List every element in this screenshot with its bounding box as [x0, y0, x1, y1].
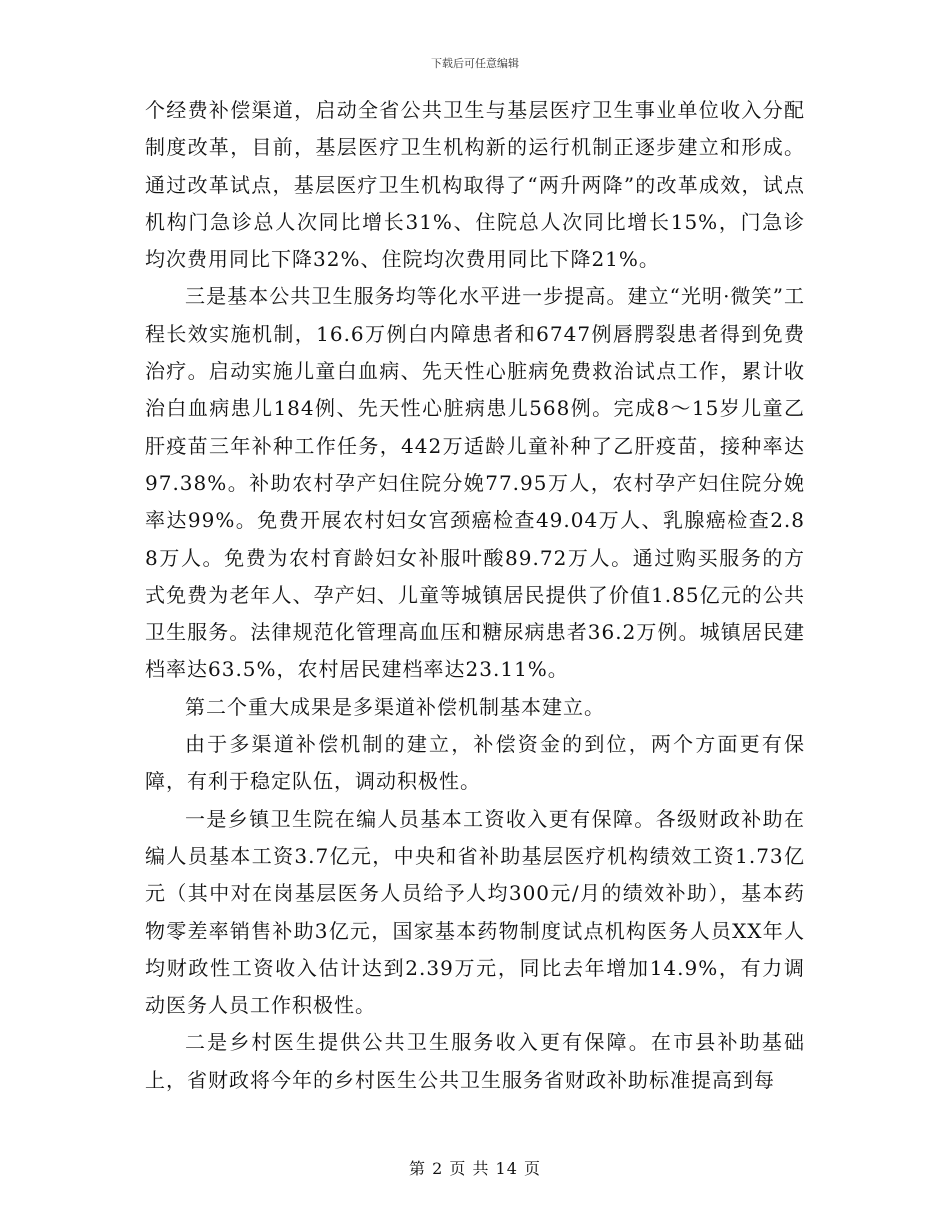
document-body: [145, 92, 805, 1099]
paragraph-3: 第二个重大成果是多渠道补偿机制基本建立。: [185, 694, 605, 719]
paragraph-1: 个经费补偿渠道，启动全省公共卫生与基层医疗卫生事业单位收入分配制度改革，目前，基层医疗卫生机构新的运行机制正逐步建立和形成。通过改革试点，基层医疗卫生机构取得了“两升两降”的改革成效，试点机构门急诊总人次同比增长31%、住院总人次同比增长15%，门急诊均次费用同比下降32%、住院均次费用同比下降21%。: [145, 98, 805, 272]
page-header: 下载后可任意编辑: [431, 57, 519, 70]
paragraph-5: 一是乡镇卫生院在编人员基本工资收入更有保障。各级财政补助在编人员基本工资3.7亿元，中央和省补助基层医疗机构绩效工资1.73亿元（其中对在岗基层医务人员给予人均300元/月的绩效补助），基本药物零差率销售补助3亿元，国家基本药物制度试点机构医务人员XX年人均财政性工资收入估计达到2.39万元，同比去年增加14.9%，有力调动医务人员工作积极性。: [145, 806, 805, 1018]
paragraph-2: 三是基本公共卫生服务均等化水平进一步提高。建立“光明·微笑”工程长效实施机制，16.6万例白内障患者和6747例唇腭裂患者得到免费治疗。启动实施儿童白血病、先天性心脏病免费救治试点工作，累计收治白血病患儿184例、先天性心脏病患儿568例。完成8～15岁儿童乙肝疫苗三年补种工作任务，442万适龄儿童补种了乙肝疫苗，接种率达97.38%。补助农村孕产妇住院分娩77.95万人，农村孕产妇住院分娩率达99%。免费开展农村妇女宫颈癌检查49.04万人、乳腺癌检查2.88万人。免费为农村育龄妇女补服叶酸89.72万人。通过购买服务的方式免费为老年人、孕产妇、儿童等城镇居民提供了价值1.85亿元的公共卫生服务。法律规范化管理高血压和糖尿病患者36.2万例。城镇居民建档率达63.5%，农村居民建档率达23.11%。: [145, 284, 805, 682]
page-footer: 第 2 页 共 14 页: [409, 1159, 541, 1178]
paragraph-4: 由于多渠道补偿机制的建立，补偿资金的到位，两个方面更有保障，有利于稳定队伍，调动积极性。: [145, 732, 805, 794]
paragraph-6: 二是乡村医生提供公共卫生服务收入更有保障。在市县补助基础上，省财政将今年的乡村医生公共卫生服务省财政补助标准提高到每: [145, 1030, 805, 1092]
